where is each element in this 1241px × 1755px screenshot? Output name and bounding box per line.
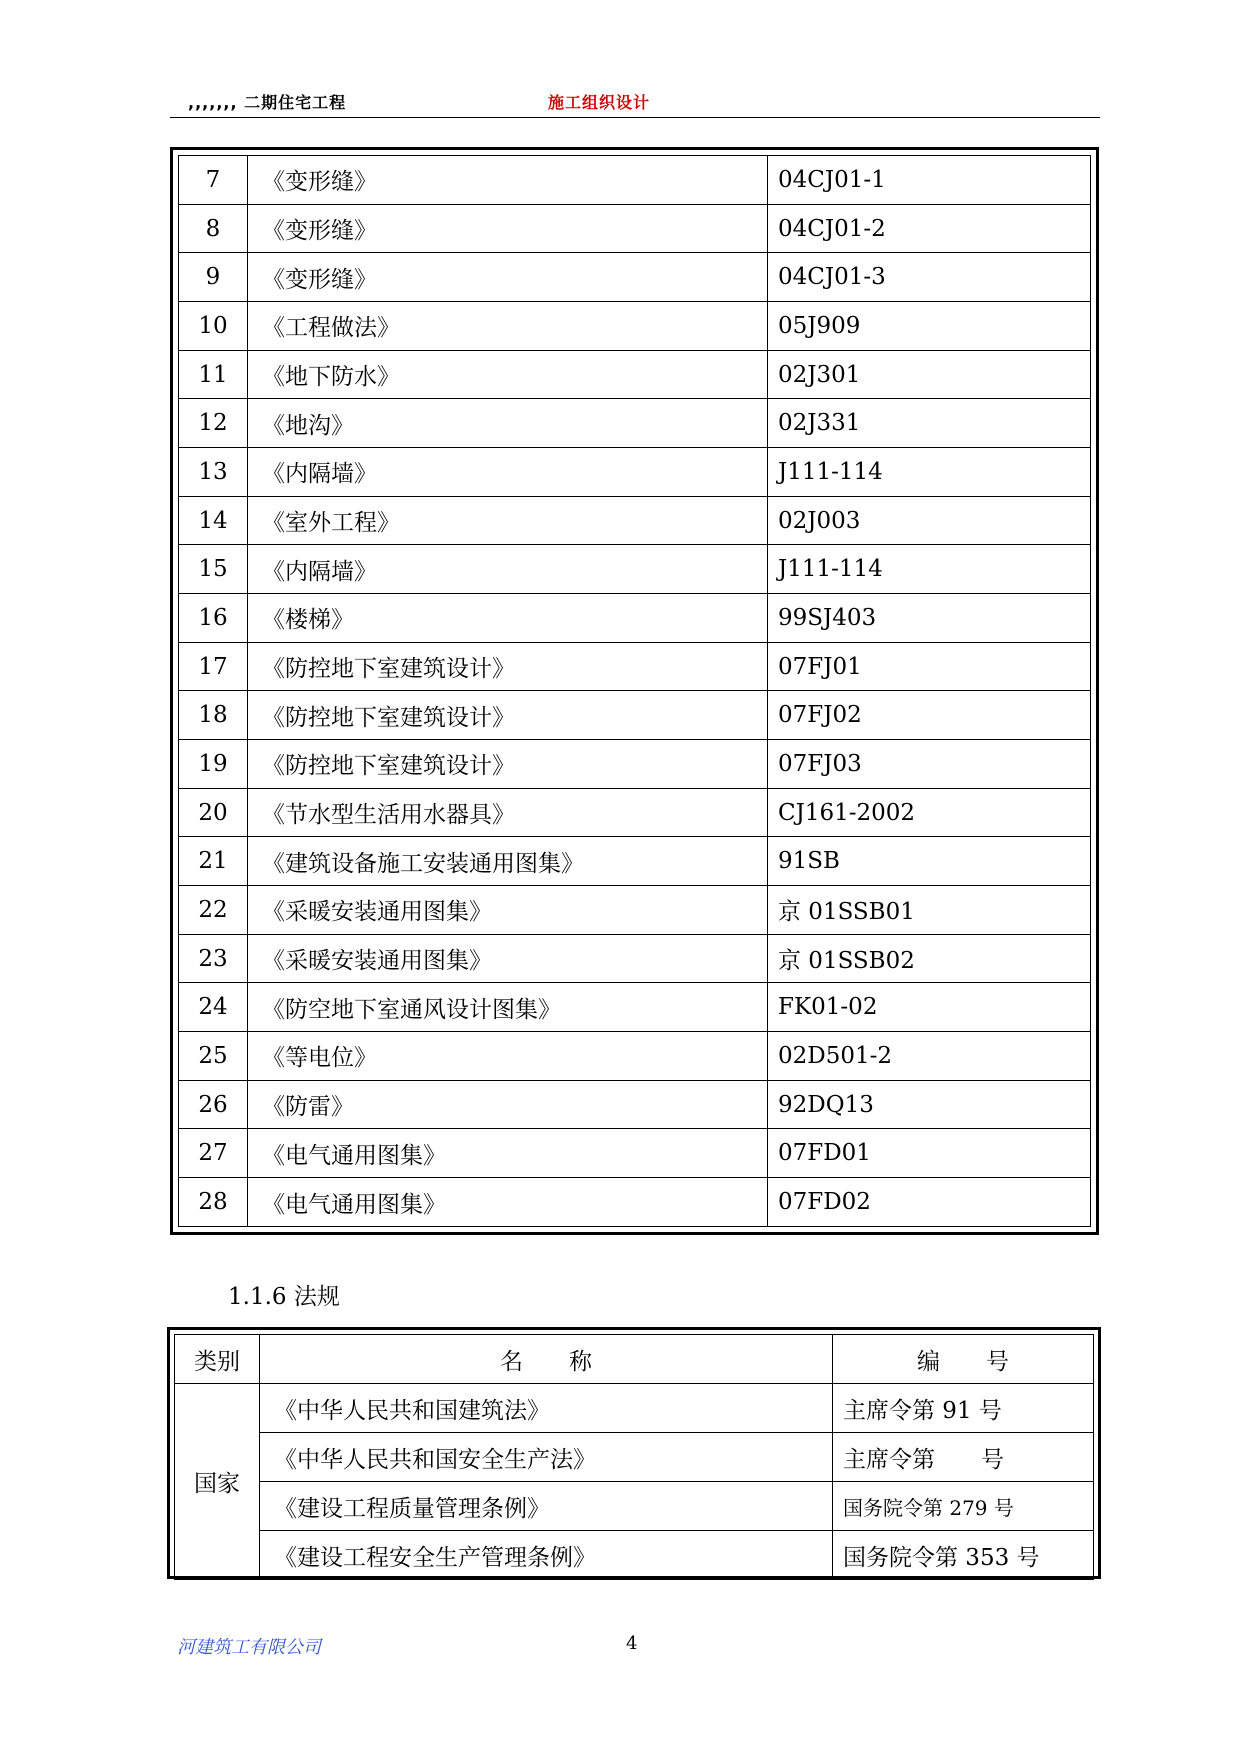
row-name: 《节水型生活用水器具》 [248, 788, 768, 837]
row-number: 24 [179, 983, 248, 1032]
row-name: 《防控地下室建筑设计》 [248, 740, 768, 789]
row-number: 18 [179, 691, 248, 740]
row-number: 7 [179, 156, 248, 205]
row-name: 《楼梯》 [248, 594, 768, 643]
row-code: J111-114 [768, 448, 1091, 497]
row-number: 9 [179, 253, 248, 302]
footer-company: 河建筑工有限公司 [177, 1637, 321, 1658]
table-row [179, 204, 1091, 253]
table-row [179, 642, 1091, 691]
table-row [175, 1482, 1094, 1531]
row-number: 26 [179, 1080, 248, 1129]
row-name: 《电气通用图集》 [248, 1129, 768, 1178]
row-code: FK01-02 [768, 983, 1091, 1032]
row-code: 05J909 [768, 302, 1091, 351]
row-number: 8 [179, 204, 248, 253]
table-row [175, 1384, 1094, 1433]
row-code: 99SJ403 [768, 594, 1091, 643]
row-code: 京 01SSB01 [768, 886, 1091, 935]
row-name: 《地下防水》 [248, 350, 768, 399]
row-name: 《内隔墙》 [248, 545, 768, 594]
table-row [179, 788, 1091, 837]
section-title: 1.1.6 法规 [228, 1284, 340, 1310]
row-number: 20 [179, 788, 248, 837]
law-table-header-row [175, 1335, 1094, 1384]
law-table [167, 1327, 1101, 1579]
row-name: 《工程做法》 [248, 302, 768, 351]
table-row [179, 448, 1091, 497]
law-category: 国家 [175, 1384, 260, 1580]
row-number: 25 [179, 1032, 248, 1081]
header-doc-title: 施工组织设计 [548, 93, 651, 112]
row-name: 《等电位》 [248, 1032, 768, 1081]
row-code: 京 01SSB02 [768, 934, 1091, 983]
table-row [179, 1178, 1091, 1227]
row-code: 07FJ02 [768, 691, 1091, 740]
row-number: 15 [179, 545, 248, 594]
row-name: 《防雷》 [248, 1080, 768, 1129]
table-row [179, 1080, 1091, 1129]
header-category: 类别 [175, 1335, 260, 1384]
table-row [179, 545, 1091, 594]
page-header [170, 88, 1100, 116]
row-code: 07FD02 [768, 1178, 1091, 1227]
table-row [179, 934, 1091, 983]
law-table-grid [174, 1334, 1094, 1580]
law-number: 主席令第 91 号 [833, 1384, 1094, 1433]
header-project: ,,,,,,, 二期住宅工程 [188, 93, 347, 112]
row-name: 《变形缝》 [248, 156, 768, 205]
row-name: 《内隔墙》 [248, 448, 768, 497]
table-row [175, 1433, 1094, 1482]
row-number: 23 [179, 934, 248, 983]
row-number: 19 [179, 740, 248, 789]
row-number: 11 [179, 350, 248, 399]
atlas-table-grid [178, 155, 1091, 1227]
table-row [179, 1032, 1091, 1081]
row-code: 02J003 [768, 496, 1091, 545]
header-rule [170, 117, 1100, 118]
law-name: 《建设工程质量管理条例》 [260, 1482, 833, 1531]
row-code: 04CJ01-3 [768, 253, 1091, 302]
law-name: 《中华人民共和国建筑法》 [260, 1384, 833, 1433]
table-row [179, 886, 1091, 935]
table-row [179, 496, 1091, 545]
row-code: 04CJ01-2 [768, 204, 1091, 253]
row-number: 12 [179, 399, 248, 448]
row-code: 91SB [768, 837, 1091, 886]
table-row [179, 350, 1091, 399]
table-row [179, 302, 1091, 351]
law-number: 主席令第 号 [833, 1433, 1094, 1482]
atlas-table [170, 147, 1099, 1235]
row-number: 21 [179, 837, 248, 886]
row-name: 《变形缝》 [248, 253, 768, 302]
law-number: 国务院令第 279 号 [833, 1482, 1094, 1531]
header-number: 编 号 [833, 1335, 1094, 1384]
row-number: 10 [179, 302, 248, 351]
table-row [179, 399, 1091, 448]
row-number: 28 [179, 1178, 248, 1227]
table-row [175, 1531, 1094, 1580]
row-code: 07FJ01 [768, 642, 1091, 691]
row-code: 04CJ01-1 [768, 156, 1091, 205]
header-name: 名 称 [260, 1335, 833, 1384]
row-number: 22 [179, 886, 248, 935]
law-number: 国务院令第 353 号 [833, 1531, 1094, 1580]
row-number: 14 [179, 496, 248, 545]
table-row [179, 691, 1091, 740]
row-number: 17 [179, 642, 248, 691]
row-code: 92DQ13 [768, 1080, 1091, 1129]
row-name: 《电气通用图集》 [248, 1178, 768, 1227]
row-name: 《防控地下室建筑设计》 [248, 691, 768, 740]
row-name: 《建筑设备施工安装通用图集》 [248, 837, 768, 886]
row-code: J111-114 [768, 545, 1091, 594]
row-name: 《地沟》 [248, 399, 768, 448]
row-code: 07FJ03 [768, 740, 1091, 789]
row-name: 《采暖安装通用图集》 [248, 934, 768, 983]
row-code: 02D501-2 [768, 1032, 1091, 1081]
law-name: 《中华人民共和国安全生产法》 [260, 1433, 833, 1482]
table-row [179, 1129, 1091, 1178]
table-row [179, 253, 1091, 302]
table-row [179, 594, 1091, 643]
row-number: 13 [179, 448, 248, 497]
row-name: 《采暖安装通用图集》 [248, 886, 768, 935]
law-name: 《建设工程安全生产管理条例》 [260, 1531, 833, 1580]
row-number: 16 [179, 594, 248, 643]
table-row [179, 156, 1091, 205]
row-name: 《室外工程》 [248, 496, 768, 545]
row-code: CJ161-2002 [768, 788, 1091, 837]
row-name: 《变形缝》 [248, 204, 768, 253]
row-name: 《防控地下室建筑设计》 [248, 642, 768, 691]
table-row [179, 837, 1091, 886]
table-row [179, 983, 1091, 1032]
page-number: 4 [626, 1633, 638, 1654]
row-name: 《防空地下室通风设计图集》 [248, 983, 768, 1032]
row-code: 02J301 [768, 350, 1091, 399]
row-code: 07FD01 [768, 1129, 1091, 1178]
table-row [179, 740, 1091, 789]
row-code: 02J331 [768, 399, 1091, 448]
row-number: 27 [179, 1129, 248, 1178]
